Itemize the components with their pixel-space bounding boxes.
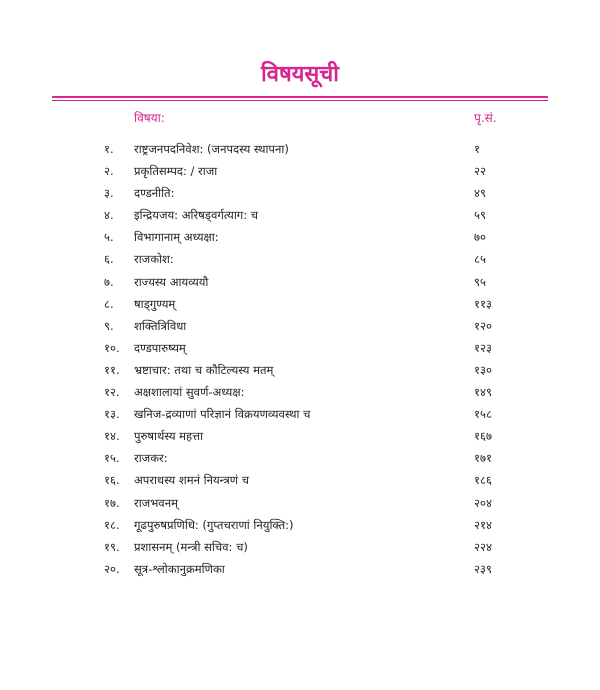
toc-entry-number: ६. — [104, 252, 114, 267]
toc-entry-number: ८. — [104, 296, 114, 311]
toc-entry-subject: भ्रष्टाचार: तथा च कौटिल्यस्य मतम् — [134, 362, 274, 377]
toc-entry-page: ८५ — [474, 252, 486, 267]
toc-row — [0, 226, 600, 248]
toc-entry-page: १६७ — [474, 429, 492, 444]
toc-entry-number: ३. — [104, 186, 114, 201]
toc-row — [0, 315, 600, 337]
toc-entry-number: १०. — [104, 340, 120, 355]
column-header-subject: विषया: — [134, 111, 165, 125]
toc-row — [0, 425, 600, 447]
title-underline-thin — [52, 100, 548, 101]
toc-row — [0, 492, 600, 514]
toc-entry-page: ११३ — [474, 296, 492, 311]
toc-entry-number: १६. — [104, 473, 120, 488]
toc-entry-page: २२ — [474, 164, 486, 179]
toc-entry-number: १९. — [104, 539, 120, 554]
toc-entry-subject: अक्षशालायां सुवर्ण-अध्यक्ष: — [134, 385, 245, 400]
toc-entry-number: १. — [104, 142, 114, 156]
title-underline-thick — [52, 96, 548, 98]
toc-entry-page: १२० — [474, 318, 492, 333]
toc-entry-page: २१४ — [474, 517, 492, 532]
toc-row — [0, 381, 600, 403]
toc-entry-number: १२. — [104, 385, 120, 400]
toc-row — [0, 293, 600, 315]
toc-entry-page: २२४ — [474, 539, 492, 554]
toc-row — [0, 248, 600, 270]
toc-entry-subject: सूत्र-श्लोकानुक्रमणिका — [134, 561, 225, 576]
toc-entry-page: १७१ — [474, 451, 492, 466]
toc-row — [0, 469, 600, 491]
toc-entry-number: १५. — [104, 451, 120, 466]
toc-entry-subject: षाड्गुण्यम् — [134, 296, 176, 311]
toc-entry-number: १७. — [104, 495, 120, 510]
toc-entry-page: १ — [474, 142, 480, 156]
toc-row — [0, 204, 600, 226]
toc-entry-subject: प्रशासनम् (मन्त्री सचिव: च) — [134, 539, 248, 554]
column-header-page: पृ.सं. — [474, 111, 497, 125]
toc-row — [0, 514, 600, 536]
toc-row — [0, 271, 600, 293]
toc-entry-page: ४९ — [474, 186, 486, 201]
toc-row — [0, 447, 600, 469]
toc-entry-page: २३९ — [474, 561, 492, 576]
toc-entry-subject: गूढपुरुषप्रणिधि: (गुप्तचराणां नियुक्ति:) — [134, 517, 294, 532]
toc-row — [0, 536, 600, 558]
toc-entry-subject: विभागानाम् अध्यक्षा: — [134, 230, 219, 245]
toc-entry-number: ११. — [104, 362, 120, 377]
toc-entry-page: १२३ — [474, 340, 492, 355]
toc-row — [0, 337, 600, 359]
toc-row — [0, 403, 600, 425]
toc-row — [0, 182, 600, 204]
toc-entry-page: ९५ — [474, 274, 486, 289]
toc-entry-subject: खनिज-द्रव्याणां परिज्ञानं विक्रयणव्यवस्था च — [134, 407, 311, 422]
toc-entry-subject: पुरुषार्थस्य महत्ता — [134, 429, 204, 444]
toc-entry-page: १८६ — [474, 473, 492, 488]
toc-row — [0, 359, 600, 381]
toc-entry-number: ४. — [104, 208, 114, 223]
toc-entry-subject: राज्यस्य आयव्ययौ — [134, 274, 209, 289]
toc-entry-page: १५८ — [474, 407, 492, 422]
toc-entry-page: २०४ — [474, 495, 492, 510]
toc-entry-subject: राजभवनम् — [134, 495, 178, 510]
toc-row — [0, 160, 600, 182]
toc-entry-number: २०. — [104, 561, 120, 576]
toc-entry-page: ५९ — [474, 208, 486, 223]
toc-entry-number: ९. — [104, 318, 114, 333]
toc-entry-page: १३० — [474, 362, 492, 377]
toc-entry-number: १८. — [104, 517, 120, 532]
table-of-contents — [0, 138, 600, 580]
toc-entry-page: १४९ — [474, 385, 492, 400]
toc-entry-number: १४. — [104, 429, 120, 444]
toc-row — [0, 558, 600, 580]
toc-entry-number: ७. — [104, 274, 114, 289]
toc-entry-subject: राजकोश: — [134, 252, 174, 267]
toc-entry-subject: राष्ट्रजनपदनिवेश: (जनपदस्य स्थापना) — [134, 142, 289, 156]
toc-entry-page: ७० — [474, 230, 486, 245]
toc-entry-number: १३. — [104, 407, 120, 422]
toc-entry-subject: दण्डनीति: — [134, 186, 175, 201]
toc-entry-subject: शक्तित्रिविधा — [134, 318, 187, 333]
toc-row — [0, 138, 600, 160]
toc-entry-subject: अपराधस्य शमनं नियन्त्रणं च — [134, 473, 249, 488]
toc-entry-number: ५. — [104, 230, 114, 245]
toc-entry-subject: इन्द्रियजय: अरिषड्वर्गत्याग: च — [134, 208, 259, 223]
toc-entry-number: २. — [104, 164, 114, 179]
page-title: विषयसूची — [261, 62, 339, 87]
toc-entry-subject: दण्डपारुष्यम् — [134, 340, 186, 355]
toc-entry-subject: राजकर: — [134, 451, 168, 466]
toc-entry-subject: प्रकृतिसम्पद: / राजा — [134, 164, 218, 179]
